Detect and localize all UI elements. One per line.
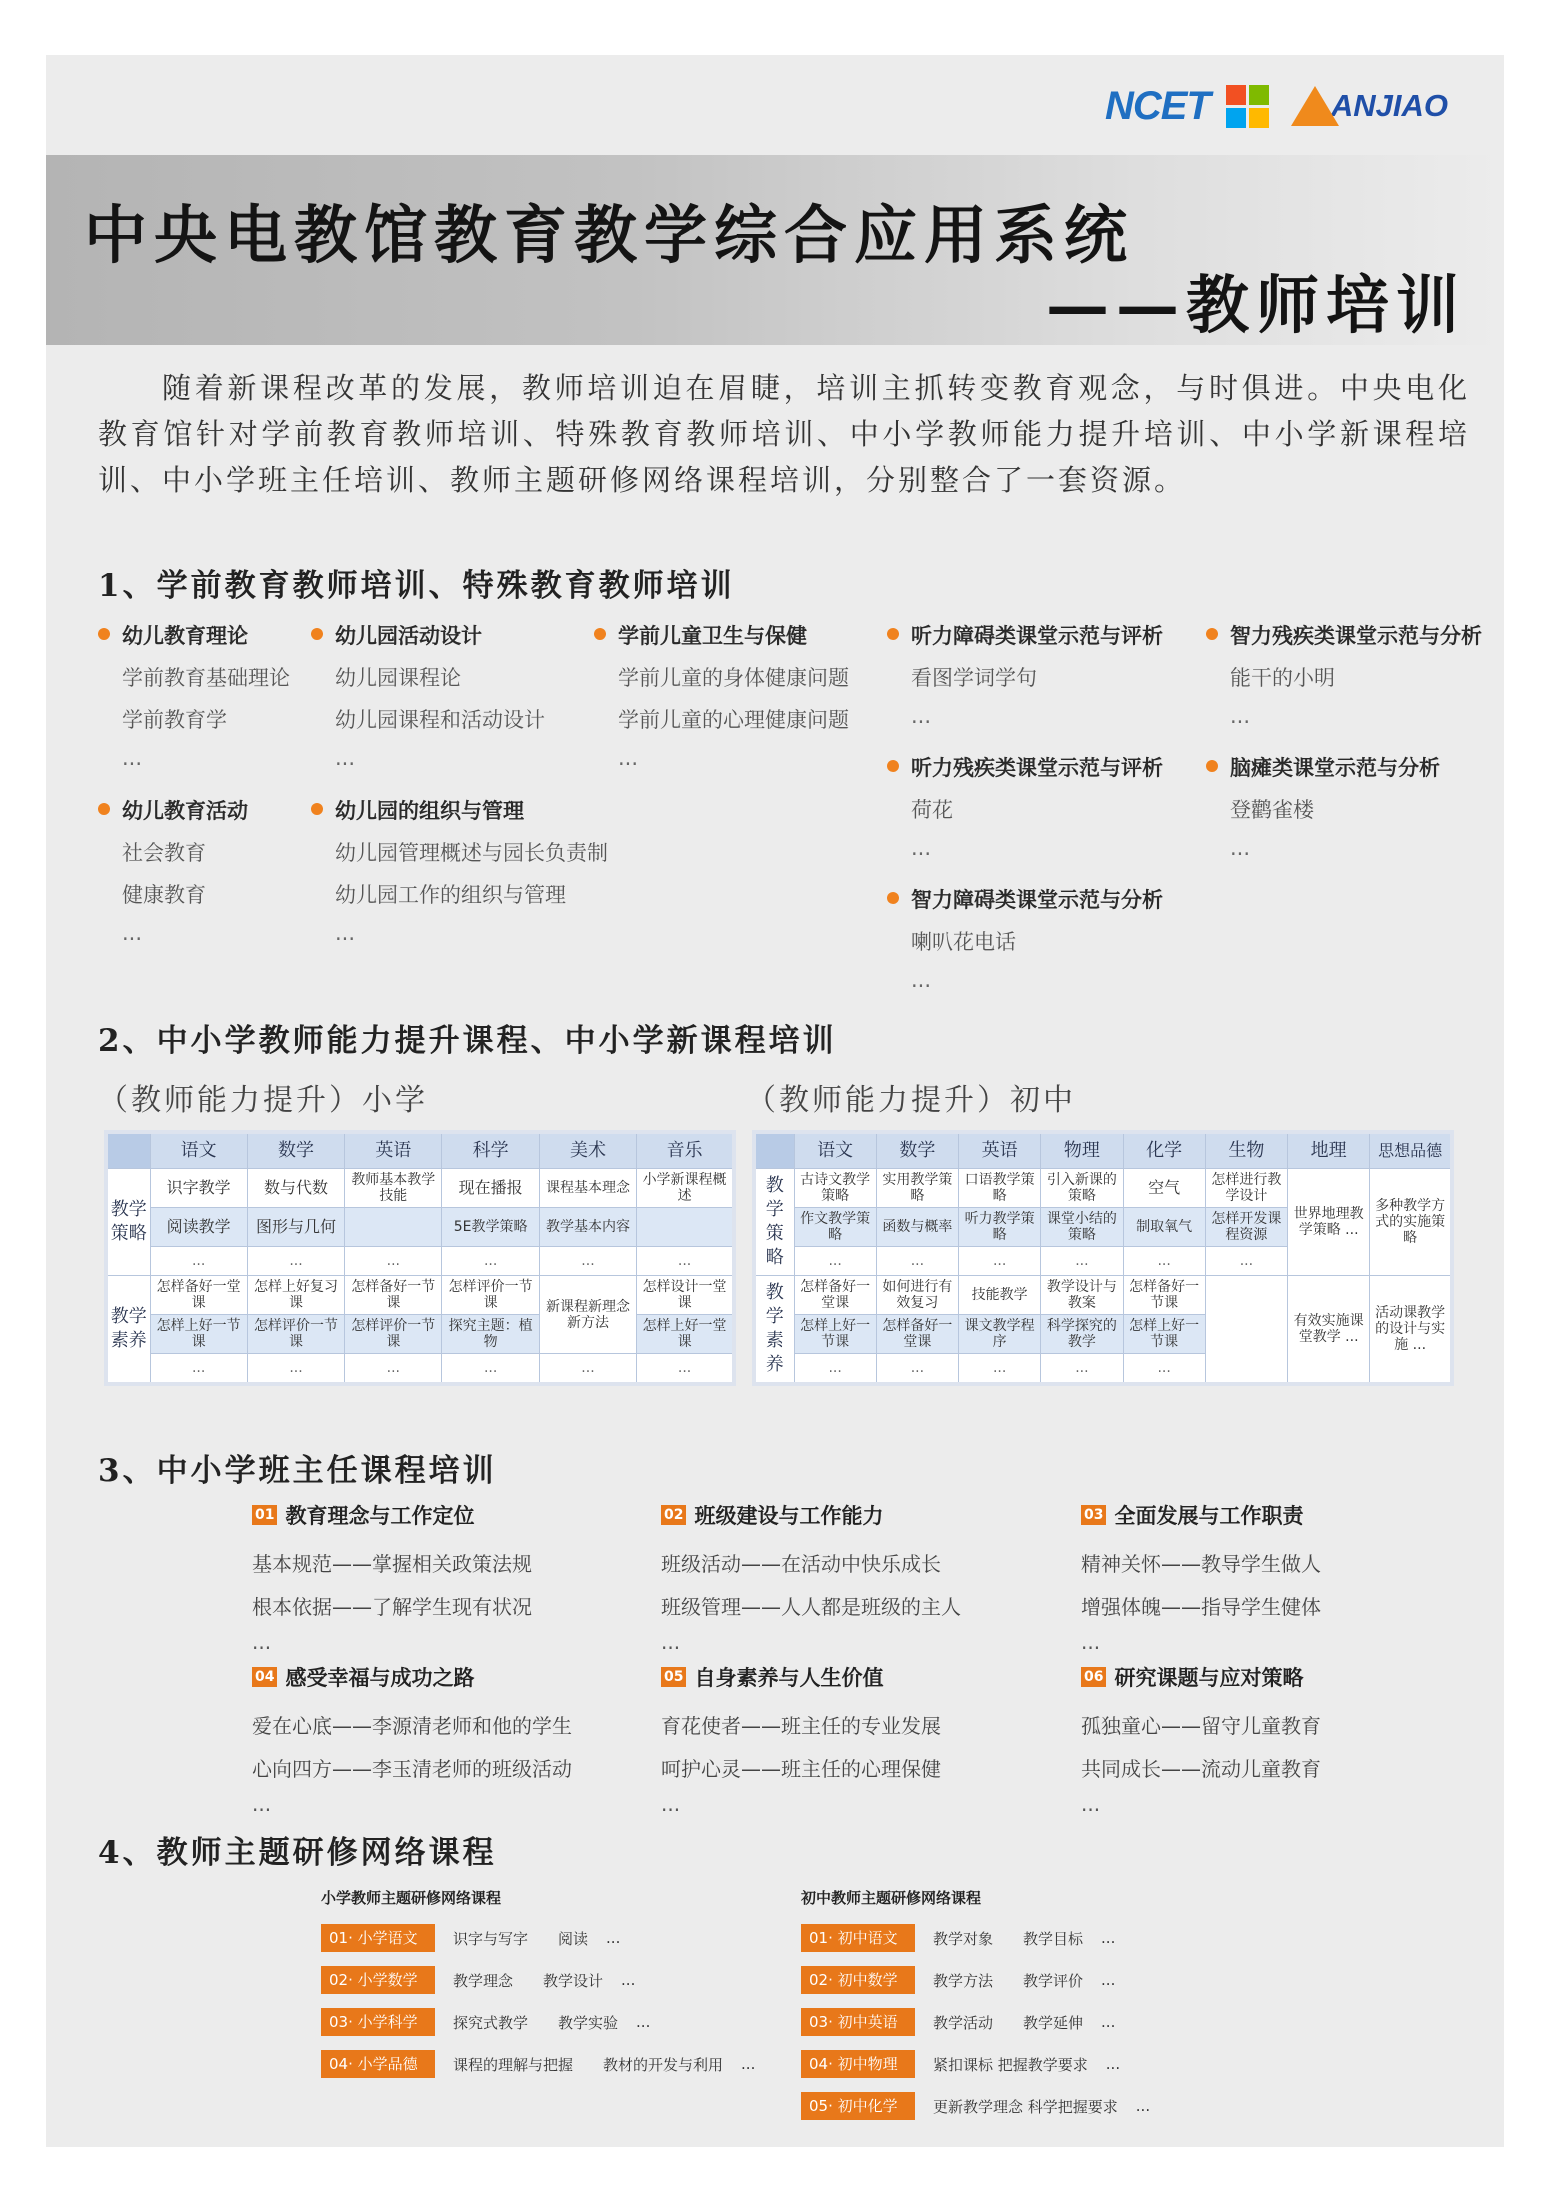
list-item: ... [335,746,356,770]
logo-group [1105,81,1448,131]
table-cell: 古诗文教学策略 [794,1169,876,1208]
s1-block-hearing-disabled [887,752,1163,860]
table-cell: 识字教学 [150,1169,247,1208]
list-item: 呵护心灵——班主任的心理保健 [661,1757,941,1781]
table-cell: 活动课教学的设计与实施 ... [1370,1276,1452,1385]
table-cell: 怎样评价一节课 [442,1276,539,1315]
s3-module-01: 01 教育理念与工作定位 基本规范——掌握相关政策法规 根本依据——了解学生现有状况 ... [252,1504,532,1654]
table-group-label: 教学策略 [754,1169,794,1276]
table-cell: 数与代数 [247,1169,344,1208]
list-item: 心向四方——李玉清老师的班级活动 [252,1757,572,1781]
s1-block-head: 幼儿园的组织与管理 [311,795,608,825]
bullet-dot-icon [98,803,110,815]
table-cell: 科学探究的教学 [1041,1315,1123,1354]
middle-network-courses [801,1887,1150,2134]
table-cell: 怎样备好一节课 [1123,1276,1205,1315]
list-item: ... [335,921,356,945]
table-cell [637,1208,734,1247]
s1-block-head: 智力残疾类课堂示范与分析 [1206,620,1482,650]
list-item: 03· 初中英语 教学活动 教学延伸 ... [801,2008,1150,2036]
module-number-badge: 01 [252,1505,277,1525]
table-header: 语文 [794,1132,876,1169]
table-cell: 有效实施课堂教学 ... [1288,1276,1370,1385]
course-tag: 05· 初中化学 [801,2092,915,2120]
primary-course-table [104,1130,736,1386]
section4-title: 4、教师主题研修网络课程 [98,1835,497,1871]
table-cell: ... [1041,1354,1123,1385]
bullet-dot-icon [594,628,606,640]
table-cell: ... [1123,1354,1205,1385]
list-item: 看图学词学句 [911,666,1037,690]
table-cell: ... [637,1247,734,1276]
table-cell: 口语教学策略 [959,1169,1041,1208]
module-number-badge: 03 [1081,1505,1106,1525]
list-item: 登鹳雀楼 [1230,798,1314,822]
s1-block-intellectual-disabled [1206,620,1482,728]
bullet-dot-icon [887,628,899,640]
list-item: 共同成长——流动儿童教育 [1081,1757,1321,1781]
page-subtitle: ——教师培训 [1046,268,1466,342]
table-cell: 制取氧气 [1123,1208,1205,1247]
list-item: 根本依据——了解学生现有状况 [252,1595,532,1619]
s1-block-head: 幼儿教育活动 [98,795,248,825]
list-item: 基本规范——掌握相关政策法规 [252,1552,532,1576]
table-cell: ... [345,1354,442,1385]
table-cell: ... [150,1247,247,1276]
course-tag: 02· 小学数学 [321,1966,435,1994]
table-cell: ... [1041,1247,1123,1276]
table-header: 美术 [539,1132,636,1169]
list-item: 学前教育学 [122,708,227,732]
page-title: 中央电教馆教育教学综合应用系统 [84,198,1134,272]
s1-block-intellectual-impaired [887,884,1163,992]
table-cell: 教学基本内容 [539,1208,636,1247]
table-cell: ... [539,1247,636,1276]
list-item: 幼儿园管理概述与园长负责制 [335,841,608,865]
column-title: 初中教师主题研修网络课程 [801,1889,982,1907]
table-cell: 怎样上好复习课 [247,1276,344,1315]
s1-block-head: 智力障碍类课堂示范与分析 [887,884,1163,914]
s1-block-head: 学前儿童卫生与保健 [594,620,849,650]
table-cell: 怎样设计一堂课 [637,1276,734,1315]
table-cell: 怎样备好一堂课 [794,1276,876,1315]
ncet-logo: NCET [1104,83,1210,128]
table-cell: ... [442,1247,539,1276]
table-cell: ... [150,1354,247,1385]
table-cell: 阅读教学 [150,1208,247,1247]
primary-network-courses [321,1887,755,2092]
list-item: 孤独童心——留守儿童教育 [1081,1714,1321,1738]
table-cell: ... [876,1354,958,1385]
table-cell: ... [247,1354,344,1385]
list-item: ... [1230,704,1251,728]
list-item: 04· 初中物理 紧扣课标 把握教学要求 ... [801,2050,1150,2078]
s1-block-activity [98,795,248,945]
table-header: 音乐 [637,1132,734,1169]
table-cell: 听力教学策略 [959,1208,1041,1247]
s1-block-health [594,620,849,770]
table-cell: 教学设计与教案 [1041,1276,1123,1315]
table-cell: ... [1123,1247,1205,1276]
table-header: 数学 [876,1132,958,1169]
list-item: ... [661,1792,681,1816]
s1-block-design [311,620,545,770]
list-item: ... [911,968,932,992]
column-title: 小学教师主题研修网络课程 [321,1889,502,1907]
course-tag: 01· 初中语文 [801,1924,915,1952]
table-cell: 世界地理教学策略 ... [1288,1169,1370,1276]
section1-title: 1、学前教育教师培训、特殊教育教师培训 [98,568,735,604]
list-item: ... [911,704,932,728]
table-cell: ... [345,1247,442,1276]
bullet-dot-icon [311,803,323,815]
table-cell: ... [442,1354,539,1385]
table-cell: 小学新课程概述 [637,1169,734,1208]
s3-module-03: 03 全面发展与工作职责 精神关怀——教导学生做人 增强体魄——指导学生健体 ... [1081,1504,1321,1654]
table-header: 英语 [959,1132,1041,1169]
list-item: 幼儿园工作的组织与管理 [335,883,566,907]
table-cell: ... [794,1354,876,1385]
list-item: ... [1081,1792,1101,1816]
list-item: ... [252,1630,272,1654]
middle-subtitle: （教师能力提升）初中 [746,1083,1076,1118]
anjiao-logo-text: ANJIAO [1330,88,1448,123]
table-cell: 函数与概率 [876,1208,958,1247]
list-item: 02· 初中数学 教学方法 教学评价 ... [801,1966,1150,1994]
table-cell: 怎样备好一节课 [345,1276,442,1315]
table-cell: 多种教学方式的实施策略 [1370,1169,1452,1276]
bullet-dot-icon [1206,628,1218,640]
table-cell: 新课程新理念新方法 [539,1276,636,1354]
poster [46,55,1504,2147]
table-cell: 作文教学策略 [794,1208,876,1247]
intro-paragraph: 随着新课程改革的发展，教师培训迫在眉睫，培训主抓转变教育观念，与时俱进。中央电化教育馆针对学前教育教师培训、特殊教育教师培训、中小学教师能力提升培训、中小学新课程培训、中小学班主任培训、教师主题研修网络课程培训，分别整合了一套资源。 [98,371,1470,497]
list-item: 幼儿园课程论 [335,666,461,690]
table-cell: ... [959,1247,1041,1276]
table-cell: ... [539,1354,636,1385]
s1-block-theory [98,620,290,770]
list-item: ... [122,921,143,945]
list-item: 精神关怀——教导学生做人 [1081,1552,1321,1576]
module-number-badge: 04 [252,1667,277,1687]
list-item: 爱在心底——李源清老师和他的学生 [252,1714,572,1738]
bullet-dot-icon [311,628,323,640]
s3-module-04: 04 感受幸福与成功之路 爱在心底——李源清老师和他的学生 心向四方——李玉清老师的班级活动 ... [252,1666,572,1816]
list-item: ... [122,746,143,770]
table-cell: 课文教学程序 [959,1315,1041,1354]
table-cell: 怎样备好一堂课 [876,1315,958,1354]
course-tag: 04· 初中物理 [801,2050,915,2078]
table-cell: 探究主题：植物 [442,1315,539,1354]
table-cell: 怎样进行教学设计 [1205,1169,1287,1208]
table-cell: 怎样评价一节课 [345,1315,442,1354]
s3-module-06: 06 研究课题与应对策略 孤独童心——留守儿童教育 共同成长——流动儿童教育 ... [1081,1666,1321,1816]
bullet-dot-icon [98,628,110,640]
table-cell: ... [1205,1247,1287,1276]
list-item: 增强体魄——指导学生健体 [1081,1595,1321,1619]
course-tag: 01· 小学语文 [321,1924,435,1952]
table-header: 数学 [247,1132,344,1169]
table-group-label: 教学策略 [106,1169,150,1276]
table-cell: 怎样上好一节课 [150,1315,247,1354]
table-header: 地理 [1288,1132,1370,1169]
table-group-label: 教学素养 [754,1276,794,1385]
table-cell: 教师基本教学技能 [345,1169,442,1208]
s1-block-management [311,795,608,945]
table-cell: 怎样开发课程资源 [1205,1208,1287,1247]
table-cell [345,1208,442,1247]
table-header: 思想品德 [1370,1132,1452,1169]
table-cell [1205,1276,1287,1385]
section3-title: 3、中小学班主任课程培训 [98,1453,497,1489]
table-header: 化学 [1123,1132,1205,1169]
list-item: 班级活动——在活动中快乐成长 [661,1552,941,1576]
s3-module-02: 02 班级建设与工作能力 班级活动——在活动中快乐成长 班级管理——人人都是班级的主人 ... [661,1504,961,1654]
middle-course-table [752,1130,1454,1386]
table-cell: 课堂小结的策略 [1041,1208,1123,1247]
list-item: 04· 小学品德 课程的理解与把握 教材的开发与利用 ... [321,2050,755,2078]
list-item: 学前教育基础理论 [122,666,290,690]
primary-subtitle: （教师能力提升）小学 [98,1083,428,1118]
course-tag: 03· 初中英语 [801,2008,915,2036]
list-item: ... [1230,836,1251,860]
s1-block-head: 脑瘫类课堂示范与分析 [1206,752,1440,782]
table-header: 科学 [442,1132,539,1169]
table-cell: 怎样上好一节课 [794,1315,876,1354]
list-item: 01· 初中语文 教学对象 教学目标 ... [801,1924,1150,1952]
table-cell: 空气 [1123,1169,1205,1208]
list-item: 01· 小学语文 识字与写字 阅读 ... [321,1924,755,1952]
table-header: 语文 [150,1132,247,1169]
table-cell: ... [876,1247,958,1276]
list-item: 学前儿童的心理健康问题 [618,708,849,732]
table-header: 英语 [345,1132,442,1169]
course-tag: 03· 小学科学 [321,2008,435,2036]
table-cell: 怎样备好一堂课 [150,1276,247,1315]
table-cell: 现在播报 [442,1169,539,1208]
table-cell: ... [637,1354,734,1385]
s1-block-hearing-impaired [887,620,1163,728]
list-item: 育花使者——班主任的专业发展 [661,1714,941,1738]
table-cell: 实用教学策略 [876,1169,958,1208]
anjiao-logo [1291,86,1448,126]
anjiao-triangle-icon [1291,86,1339,126]
table-cell: ... [247,1247,344,1276]
s1-block-head: 幼儿教育理论 [98,620,290,650]
bullet-dot-icon [1206,760,1218,772]
list-item: ... [1081,1630,1101,1654]
list-item: 幼儿园课程和活动设计 [335,708,545,732]
course-tag: 02· 初中数学 [801,1966,915,1994]
table-corner [754,1132,794,1169]
list-item: 02· 小学数学 教学理念 教学设计 ... [321,1966,755,1994]
list-item: ... [252,1792,272,1816]
table-corner [106,1132,150,1169]
list-item: 社会教育 [122,841,206,865]
table-header: 物理 [1041,1132,1123,1169]
list-item: ... [911,836,932,860]
bullet-dot-icon [887,892,899,904]
s3-module-05: 05 自身素养与人生价值 育花使者——班主任的专业发展 呵护心灵——班主任的心理保健 ... [661,1666,941,1816]
table-cell: ... [794,1247,876,1276]
list-item: 喇叭花电话 [911,930,1016,954]
list-item: 健康教育 [122,883,206,907]
module-number-badge: 06 [1081,1667,1106,1687]
list-item: 能干的小明 [1230,666,1335,690]
s1-block-head: 幼儿园活动设计 [311,620,545,650]
list-item: 荷花 [911,798,953,822]
list-item: 03· 小学科学 探究式教学 教学实验 ... [321,2008,755,2036]
table-cell: 图形与几何 [247,1208,344,1247]
table-cell: 怎样上好一堂课 [637,1315,734,1354]
table-cell: 课程基本理念 [539,1169,636,1208]
list-item: ... [618,746,639,770]
table-cell: 如何进行有效复习 [876,1276,958,1315]
table-cell: 技能教学 [959,1276,1041,1315]
bullet-dot-icon [887,760,899,772]
table-header: 生物 [1205,1132,1287,1169]
list-item: 05· 初中化学 更新教学理念 科学把握要求 ... [801,2092,1150,2120]
windows-logo-icon [1226,85,1269,128]
table-cell: 怎样评价一节课 [247,1315,344,1354]
table-cell: 5E教学策略 [442,1208,539,1247]
table-cell: 引入新课的策略 [1041,1169,1123,1208]
list-item: ... [661,1630,681,1654]
s1-block-head: 听力障碍类课堂示范与评析 [887,620,1163,650]
list-item: 班级管理——人人都是班级的主人 [661,1595,961,1619]
module-number-badge: 02 [661,1505,686,1525]
list-item: 学前儿童的身体健康问题 [618,666,849,690]
table-cell: 怎样上好一节课 [1123,1315,1205,1354]
module-number-badge: 05 [661,1667,686,1687]
course-tag: 04· 小学品德 [321,2050,435,2078]
s1-block-head: 听力残疾类课堂示范与评析 [887,752,1163,782]
s1-block-cerebral-palsy [1206,752,1440,860]
table-cell: ... [959,1354,1041,1385]
table-group-label: 教学素养 [106,1276,150,1385]
section2-title: 2、中小学教师能力提升课程、中小学新课程培训 [98,1023,837,1059]
